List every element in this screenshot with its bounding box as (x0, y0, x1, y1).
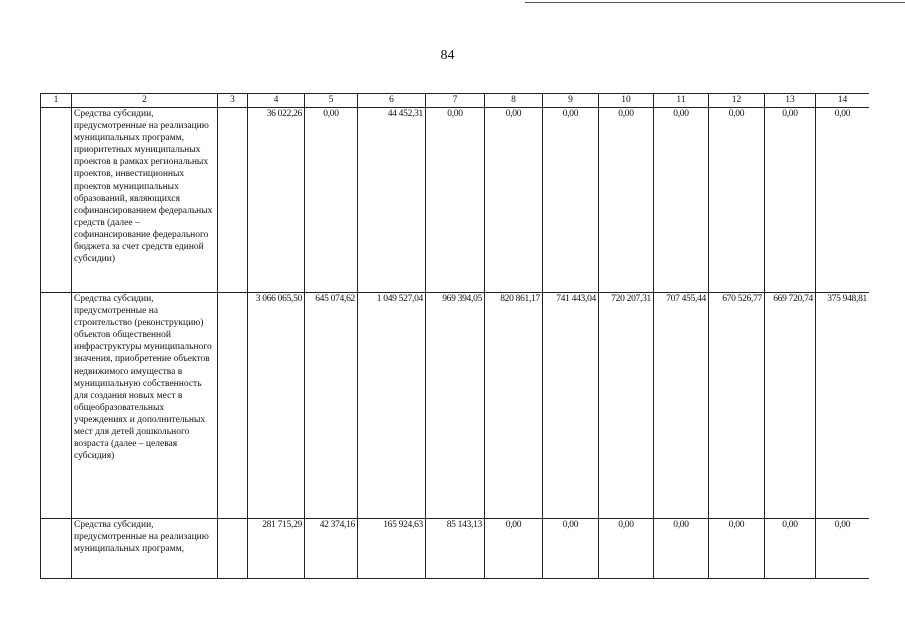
column-header: 10 (599, 94, 654, 108)
value-cell: 0,00 (709, 108, 765, 293)
value-cell: 42 374,16 (305, 519, 358, 580)
column-header: 3 (218, 94, 248, 108)
page-number: 84 (440, 48, 455, 63)
value-cell: 670 526,77 (709, 293, 765, 519)
top-rule (525, 2, 905, 3)
value-cell: 165 924,63 (358, 519, 426, 580)
column-header: 7 (426, 94, 485, 108)
data-table-container (40, 93, 869, 579)
column-header: 2 (72, 94, 218, 108)
value-cell: 0,00 (485, 108, 543, 293)
value-cell: 0,00 (543, 108, 599, 293)
row-number-cell (41, 108, 72, 293)
data-table (40, 93, 869, 579)
value-cell: 0,00 (709, 519, 765, 580)
value-cell: 645 074,62 (305, 293, 358, 519)
value-cell: 820 861,17 (485, 293, 543, 519)
column-header: 14 (816, 94, 870, 108)
column-header: 9 (543, 94, 599, 108)
row-code-cell (218, 519, 248, 580)
value-cell: 0,00 (426, 108, 485, 293)
value-cell: 0,00 (305, 108, 358, 293)
row-description: Средства субсидии, предусмотренные на строительство (реконструкцию) объектов общественной инфраструктуры муниципального значения, приобретение объектов недвижимого имущества в муниципальную собственность для создания новых мест в общеобразовательных учреждениях и дополнительных мест для детей дошкольного возраста (далее – целевая субсидия) (72, 293, 218, 519)
value-cell: 741 443,04 (543, 293, 599, 519)
row-description: Средства субсидии, предусмотренные на реализацию муниципальных программ, (72, 519, 218, 580)
value-cell: 720 207,31 (599, 293, 654, 519)
table-header-row (41, 94, 870, 108)
value-cell: 281 715,29 (248, 519, 305, 580)
row-code-cell (218, 108, 248, 293)
table-row (41, 519, 870, 580)
column-header: 1 (41, 94, 72, 108)
value-cell: 669 720,74 (765, 293, 816, 519)
value-cell: 0,00 (765, 108, 816, 293)
value-cell: 36 022,26 (248, 108, 305, 293)
value-cell: 969 394,05 (426, 293, 485, 519)
value-cell: 375 948,81 (816, 293, 870, 519)
column-header: 5 (305, 94, 358, 108)
value-cell: 0,00 (599, 519, 654, 580)
column-header: 11 (654, 94, 709, 108)
row-description: Средства субсидии, предусмотренные на реализацию муниципальных программ, приоритетных муниципальных проектов в рамках региональных проектов, инвестиционных проектов муниципальных образований, являющихся софинансированием федеральных средств (далее – софинансирование федерального бюджета за счет средств единой субсидии) (72, 108, 218, 293)
value-cell: 0,00 (816, 519, 870, 580)
value-cell: 0,00 (654, 108, 709, 293)
value-cell: 85 143,13 (426, 519, 485, 580)
value-cell: 0,00 (543, 519, 599, 580)
table-row (41, 108, 870, 293)
value-cell: 707 455,44 (654, 293, 709, 519)
column-header: 12 (709, 94, 765, 108)
value-cell: 0,00 (765, 519, 816, 580)
column-header: 13 (765, 94, 816, 108)
value-cell: 1 049 527,04 (358, 293, 426, 519)
column-header: 4 (248, 94, 305, 108)
table-row (41, 293, 870, 519)
value-cell: 0,00 (599, 108, 654, 293)
row-number-cell (41, 519, 72, 580)
row-code-cell (218, 293, 248, 519)
row-number-cell (41, 293, 72, 519)
value-cell: 0,00 (654, 519, 709, 580)
value-cell: 44 452,31 (358, 108, 426, 293)
column-header: 6 (358, 94, 426, 108)
column-header: 8 (485, 94, 543, 108)
value-cell: 0,00 (816, 108, 870, 293)
value-cell: 3 066 065,50 (248, 293, 305, 519)
value-cell: 0,00 (485, 519, 543, 580)
